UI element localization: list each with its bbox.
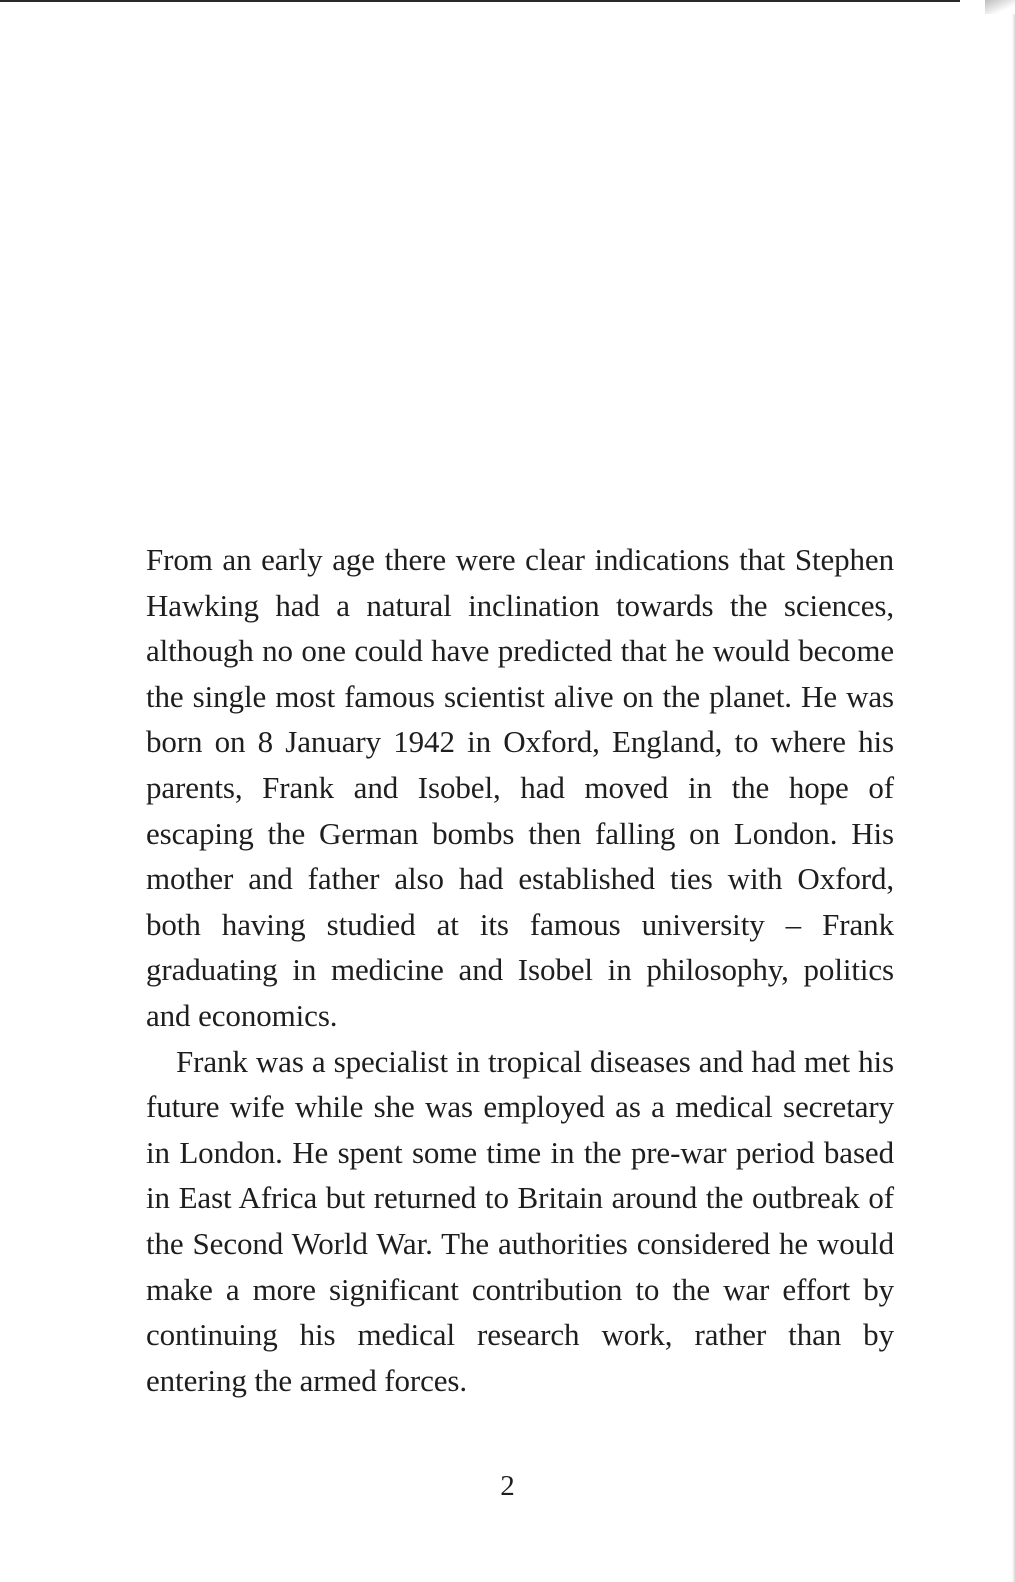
scan-corner-shadow bbox=[985, 0, 1015, 14]
page-number: 2 bbox=[500, 1470, 515, 1502]
body-text bbox=[146, 537, 894, 1403]
paragraph-2: Frank was a specialist in tropical diseases and had met his future wife while she was employed as a medical secretary in London. He spent some time in the pre-war period based in East Africa but returned to Britain around the outbreak of the Second World War. The authorities considered he would make a more significant contribution to the war effort by continuing his medical research work, rather than by entering the armed forces. bbox=[146, 1043, 894, 1398]
scan-top-edge bbox=[0, 0, 960, 2]
paragraph-1: From an early age there were clear indications that Stephen Hawking had a natural inclination towards the sciences, although no one could have predicted that he would become the single most famous scientist alive on the planet. He was born on 8 January 1942 in Oxford, England, to where his parents, Frank and Isobel, had moved in the hope of escaping the German bombs then falling on London. His mother and father also had established ties with Oxford, both having studied at its famous university – Frank graduating in medicine and Isobel in philosophy, politics and economics. bbox=[146, 542, 894, 1033]
